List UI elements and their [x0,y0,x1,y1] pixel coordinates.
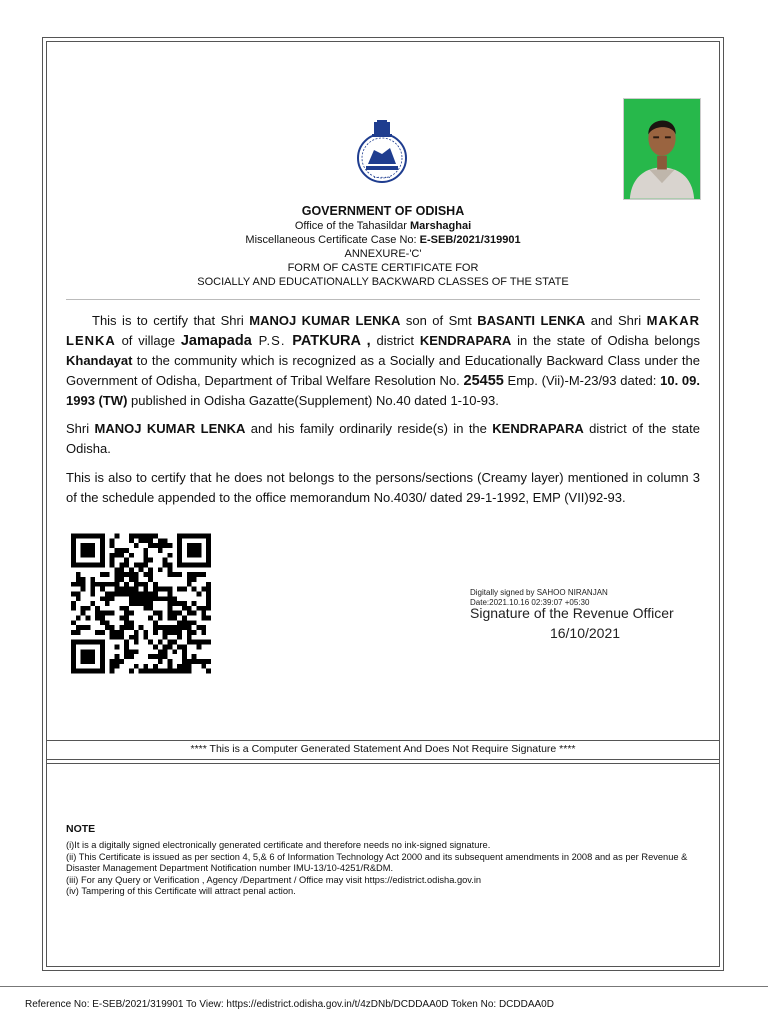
text-segment: published in Odisha Gazatte(Supplement) No.40 dated 1-10-93. [127,393,499,408]
text-segment: Shri [66,421,95,436]
village-name: Jamapada [180,332,252,349]
computer-generated-notice: **** This is a Computer Generated Statement And Does Not Require Signature **** [190,743,576,755]
header-divider [66,299,700,300]
note-title: NOTE [66,823,96,835]
office-line [66,220,700,234]
caste-name: Khandayat [66,353,133,368]
form-subtitle: SOCIALLY AND EDUCATIONALLY BACKWARD CLASSES OF THE STATE [197,276,569,288]
text-segment: in the state of Odisha belongs [511,332,700,348]
mother-name: BASANTI LENKA [477,313,586,328]
government-title: GOVERNMENT OF ODISHA [301,204,465,218]
text-segment: Emp. (Vii)-M-23/93 dated: [503,372,661,388]
text-segment: and Shri [585,313,647,328]
resolution-number: 25455 [463,372,504,389]
signature-date: 16/10/2021 [549,625,621,641]
note-item: (i)It is a digitally signed electronically generated certificate and therefore needs no ink-signed signature. [66,840,491,850]
certification-paragraph [66,311,700,411]
signature-title: Signature of the Revenue Officer [470,605,674,621]
digital-signature-date: Date:2021.10.16 02:39:07 +05:30 [470,598,590,607]
resident-name: MANOJ KUMAR LENKA [94,421,246,436]
applicant-photo [623,98,701,200]
father-name: MAKAR LENKA [66,313,700,348]
svg-text:• • • • •: • • • • • [373,175,391,180]
footer-divider [0,986,768,987]
odisha-emblem-icon [352,120,412,184]
text-segment: district of the state Odisha. [66,421,700,456]
text-segment: This is to certify that Shri [92,313,250,328]
qr-code-icon[interactable] [71,531,211,676]
case-number: E-SEB/2021/319901 [419,234,521,246]
police-station: PATKURA , [292,332,371,349]
case-prefix: Miscellaneous Certificate Case No: [245,234,420,246]
text-segment: and his family ordinarily reside(s) in the [245,421,493,436]
band-bottom-line [46,759,720,760]
note-item: (ii) This Certificate is issued as per section 4, 5,& 6 of Information Technology Act 2000 and its subsequent amendments in 2008 and as per Revenue & Disaster Management Department Notification number IMU-13/10-4251/R&DM. [66,851,688,873]
note-list [66,840,706,898]
band-top-line [46,740,720,741]
creamy-layer-paragraph: This is also to certify that he does not belongs to the persons/sections (Creamy layer) mentioned in column 3 of the schedule appended to the office memorandum No.4030/ dated 29-1-1992, EMP (VII)92-93. [66,470,700,505]
band-bottom-line-inner [46,763,720,764]
resolution-date: 10. 09. 1993 (TW) [66,372,700,408]
district-name: KENDRAPARA [419,332,512,348]
applicant-name: MANOJ KUMAR LENKA [249,313,401,328]
annexure-label: ANNEXURE-'C' [344,248,422,260]
residence-district: KENDRAPARA [492,421,584,436]
text-segment: son of Smt [400,313,478,328]
text-segment: to the community which is recognized as a Socially and Educationally Backward Class under the Government of Odisha, Department of Tribal Welfare Resolution No. [66,353,700,388]
text-segment: P.S. [251,332,293,348]
note-item: (iv) Tampering of this Certificate will attract penal action. [66,886,296,896]
office-name: Marshaghai [410,220,472,232]
digital-signer: Digitally signed by SAHOO NIRANJAN [470,588,608,597]
text-segment: district [370,332,420,348]
office-prefix: Office of the Tahasildar [294,220,407,232]
reference-footer: Reference No: E-SEB/2021/319901 To View: https://edistrict.odisha.gov.in/t/4zDNb/DCDDAA0D Token No: DCDDAA0D [25,999,554,1010]
text-segment: of village [115,332,181,348]
form-title: FORM OF CASTE CERTIFICATE FOR [287,262,479,274]
residence-paragraph [66,419,700,458]
note-item: (iii) For any Query or Verification , Agency /Department / Office may visit https://edistrict.odisha.gov.in [66,874,482,885]
case-line [66,234,700,248]
